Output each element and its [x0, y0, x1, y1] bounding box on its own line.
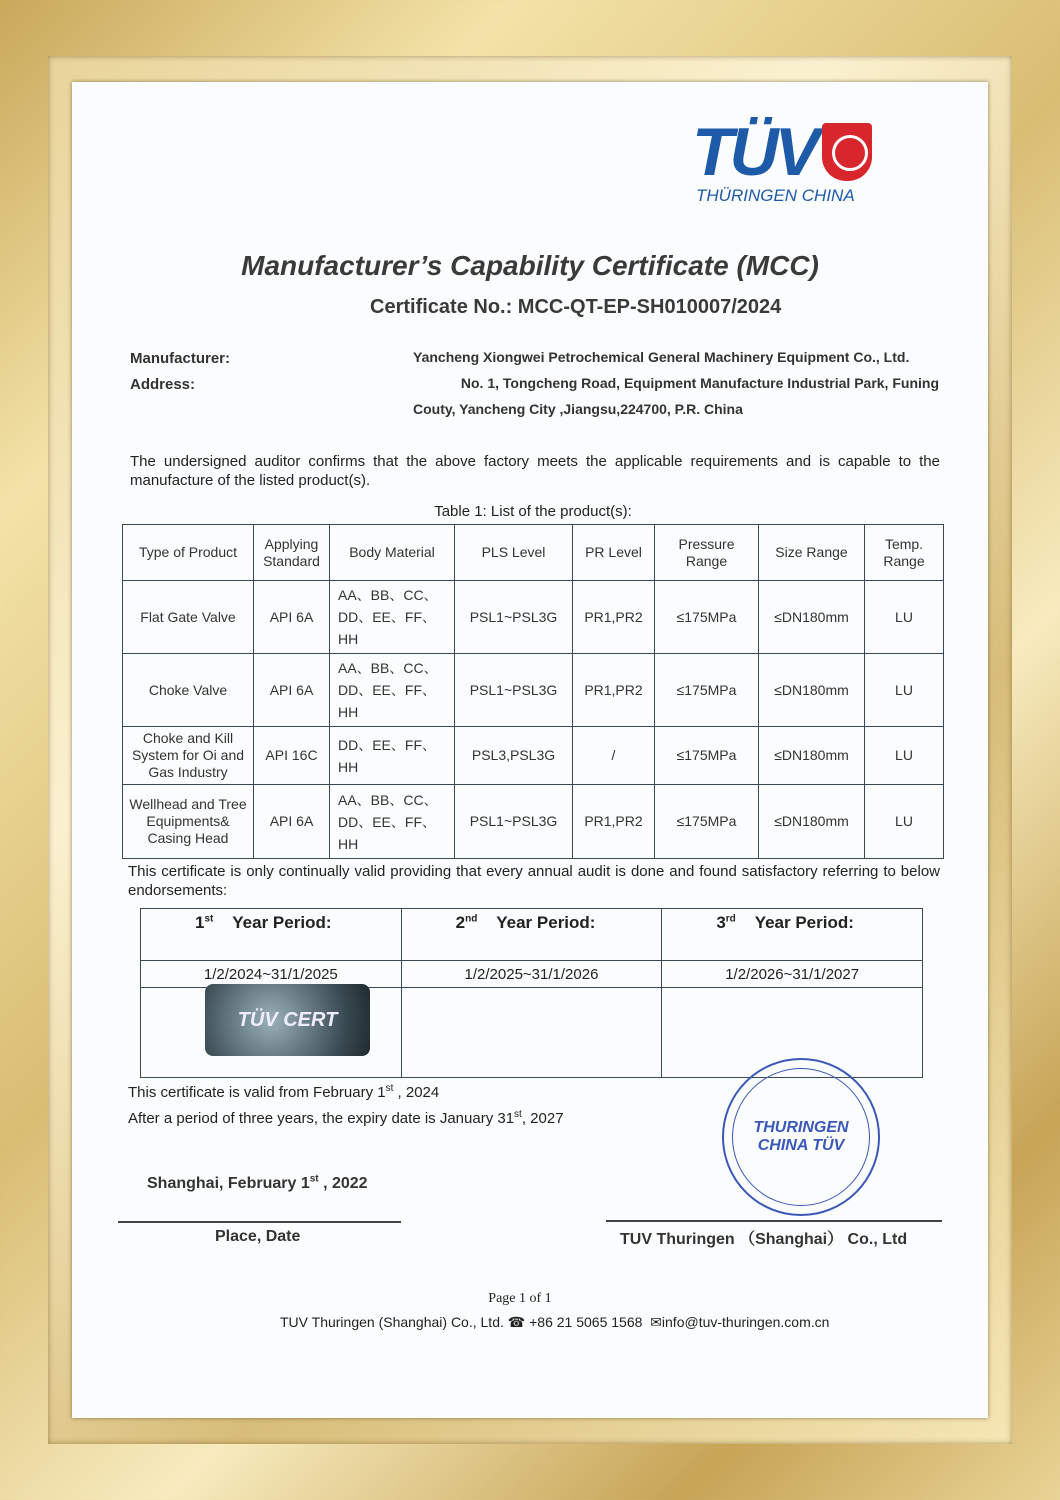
place-date-text: Shanghai, February 1 [147, 1175, 310, 1192]
table-cell: AA、BB、CC、DD、EE、FF、HH [330, 581, 455, 654]
table-cell: ≤DN180mm [759, 654, 865, 727]
footer-phone: +86 21 5065 1568 [529, 1314, 643, 1330]
address-label: Address: [130, 376, 196, 393]
logo-text: TÜV [692, 114, 816, 190]
manufacturer-label: Manufacturer: [130, 350, 231, 367]
table-cell: Choke and Kill System for Oi and Gas Industry [123, 727, 254, 785]
validity-note: This certificate is only continually valid providing that every annual audit is done and found satisfactory referring to below endorsements: [128, 863, 940, 899]
divider [606, 1220, 942, 1222]
footer-company: TUV Thuringen (Shanghai) Co., Ltd. [280, 1314, 504, 1330]
footer-email: info@tuv-thuringen.com.cn [661, 1314, 830, 1330]
period-label: Year Period: [232, 913, 332, 932]
valid-from-year: , 2024 [393, 1084, 440, 1101]
table-cell: API 6A [254, 785, 330, 859]
table-cell: DD、EE、FF、HH [330, 727, 455, 785]
table-row [123, 581, 944, 654]
manufacturer-value: Yancheng Xiongwei Petrochemical General Machinery Equipment Co., Ltd. [413, 349, 910, 365]
endorsement-table [140, 908, 923, 1078]
page-number: Page 1 of 1 [488, 1291, 552, 1306]
table-cell: ≤DN180mm [759, 727, 865, 785]
period-header [141, 909, 402, 961]
address-line2: Couty, Yancheng City ,Jiangsu,224700, P.R. China [413, 401, 743, 417]
table-cell: API 6A [254, 654, 330, 727]
sup: st [309, 1173, 319, 1185]
endorsement-cell [141, 988, 402, 1078]
table-row [123, 785, 944, 859]
table-cell: LU [865, 581, 944, 654]
logo-subtitle: THÜRINGEN CHINA [696, 186, 855, 205]
seal-text: THURINGEN CHINA TÜV [753, 1119, 849, 1154]
expiry-text: After a period of three years, the expiry date is January 31 [128, 1110, 515, 1127]
table-cell: ≤175MPa [655, 654, 759, 727]
table-cell: AA、BB、CC、DD、EE、FF、HH [330, 785, 455, 859]
shield-icon [822, 123, 872, 181]
table-cell: PR1,PR2 [573, 785, 655, 859]
table-cell: ≤175MPa [655, 727, 759, 785]
table-cell: Wellhead and Tree Equipments& Casing Head [123, 785, 254, 859]
table-cell: LU [865, 727, 944, 785]
product-table [122, 524, 944, 859]
table-cell: ≤175MPa [655, 785, 759, 859]
period-header [662, 909, 923, 961]
page-title: Manufacturer’s Capability Certificate (MCC) [241, 250, 819, 281]
sup: nd [465, 913, 478, 925]
table-row [123, 727, 944, 785]
place-date-label: Place, Date [215, 1228, 301, 1245]
table-header-row [123, 525, 944, 581]
table-cell: ≤DN180mm [759, 581, 865, 654]
table-caption: Table 1: List of the product(s): [434, 503, 632, 520]
table-cell: API 16C [254, 727, 330, 785]
table-cell: AA、BB、CC、DD、EE、FF、HH [330, 654, 455, 727]
divider [118, 1221, 401, 1223]
sup: rd [725, 913, 736, 925]
sup: st [514, 1109, 522, 1120]
table-cell: PSL1~PSL3G [455, 581, 573, 654]
company-seal [722, 1058, 880, 1216]
table-cell: LU [865, 654, 944, 727]
period-label: Year Period: [754, 913, 854, 932]
header-cell: Applying Standard [254, 525, 330, 581]
period-dates: 1/2/2024~31/1/2025 [141, 961, 402, 988]
sup: st [385, 1083, 394, 1094]
statement: The undersigned auditor confirms that the above factory meets the applicable requirements and is capable to the manufacture of the listed product(s). [130, 453, 940, 489]
certificate-number: Certificate No.: MCC-QT-EP-SH010007/2024 [370, 296, 782, 318]
table-cell: PR1,PR2 [573, 581, 655, 654]
header-cell: PLS Level [455, 525, 573, 581]
footer [280, 1314, 829, 1331]
period-label: Year Period: [496, 913, 596, 932]
table-cell: / [573, 727, 655, 785]
place-date-value [147, 1175, 368, 1193]
period-ordinal: 1 [195, 913, 205, 932]
tuv-cert-hologram: TÜV CERT [205, 984, 370, 1056]
address-line1: No. 1, Tongcheng Road, Equipment Manufacture Industrial Park, Funing [460, 375, 939, 391]
phone-icon: ☎ [507, 1314, 526, 1330]
valid-from-text: This certificate is valid from February 1 [128, 1084, 386, 1101]
table-cell: PSL1~PSL3G [455, 654, 573, 727]
signatory: TUV Thuringen （Shanghai） Co., Ltd [620, 1231, 908, 1248]
endorsement-cell [401, 988, 662, 1078]
header-cell: Pressure Range [655, 525, 759, 581]
period-dates: 1/2/2026~31/1/2027 [662, 961, 923, 988]
table-cell: PSL1~PSL3G [455, 785, 573, 859]
place-date-year: , 2022 [318, 1175, 368, 1192]
table-cell: PSL3,PSL3G [455, 727, 573, 785]
period-dates: 1/2/2025~31/1/2026 [401, 961, 662, 988]
header-cell: Body Material [330, 525, 455, 581]
period-ordinal: 3 [716, 913, 726, 932]
sup: st [204, 913, 214, 925]
period-ordinal: 2 [455, 913, 466, 932]
header-cell: Type of Product [123, 525, 254, 581]
table-row [123, 654, 944, 727]
header-cell: PR Level [573, 525, 655, 581]
table-cell: ≤175MPa [655, 581, 759, 654]
table-cell: Choke Valve [123, 654, 254, 727]
table-cell: API 6A [254, 581, 330, 654]
table-cell: ≤DN180mm [759, 785, 865, 859]
period-header [401, 909, 662, 961]
mail-icon: ✉ [646, 1314, 662, 1330]
certificate-body [122, 524, 944, 1132]
table-cell: LU [865, 785, 944, 859]
table-cell: PR1,PR2 [573, 654, 655, 727]
expiry-year: , 2027 [521, 1110, 564, 1127]
tuv-logo [692, 114, 892, 206]
header-cell: Size Range [759, 525, 865, 581]
table-cell: Flat Gate Valve [123, 581, 254, 654]
header-cell: Temp. Range [865, 525, 944, 581]
